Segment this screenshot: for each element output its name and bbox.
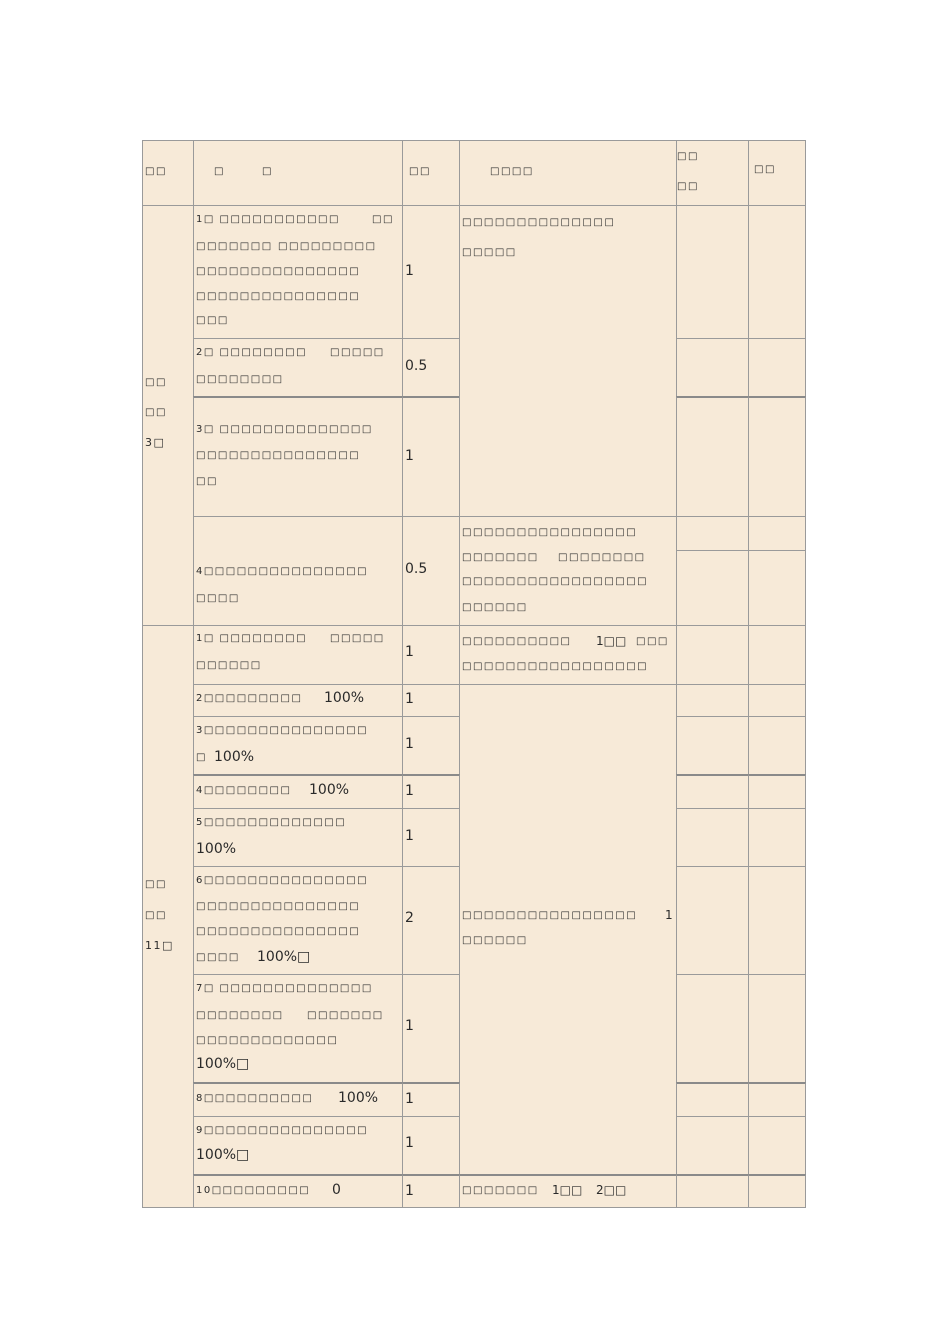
section1-item-4 (193, 516, 403, 626)
standard-number: 1 (665, 908, 673, 922)
section2-deduction-8 (676, 1082, 749, 1117)
section1-score-2 (402, 338, 460, 397)
section2-score-7 (402, 974, 460, 1083)
section1-deduction-1 (676, 205, 749, 339)
score-value: 1 (405, 691, 414, 707)
section2-item-2 (193, 684, 403, 717)
section1-deduction-4a (676, 516, 749, 551)
section2-score-3 (402, 716, 460, 775)
header-remark-label: □□ (754, 164, 776, 175)
section1-title-a: □□ (145, 377, 167, 388)
standard-text-line: □□□□□□□ (462, 552, 539, 563)
section2-standard-2 (459, 684, 677, 1175)
score-value: 1 (405, 736, 414, 752)
header-cell-deduction (676, 140, 749, 206)
item-text-line: 1□ □□□□□□□□□□□ (196, 214, 340, 225)
section2-remark-2 (748, 684, 806, 717)
header-category-label: □□ (145, 166, 167, 177)
item-text-line: □□□□□ (330, 347, 385, 358)
section2-deduction-4 (676, 774, 749, 809)
section2-deduction-5 (676, 808, 749, 867)
item-text-line: □□ (372, 214, 394, 225)
item-text-line: □□□□ (196, 952, 240, 963)
item-number: 100% (196, 841, 237, 857)
section1-item-3 (193, 396, 403, 517)
section2-item-4 (193, 774, 403, 809)
section2-item-8 (193, 1082, 403, 1117)
section1-remark-4a (748, 516, 806, 551)
header-cell-standard (459, 140, 677, 206)
standard-text-line: □□□□□□□□ (558, 552, 646, 563)
score-value: 2 (405, 910, 414, 926)
standard-number: 1□□ (552, 1183, 583, 1197)
item-number: 100%□ (196, 1056, 250, 1072)
standard-number: 1□□ (596, 634, 627, 648)
section2-deduction-2 (676, 684, 749, 717)
section2-score-4 (402, 774, 460, 809)
section2-remark-4 (748, 774, 806, 809)
score-value: 1 (405, 828, 414, 844)
item-number: 100%□ (196, 1147, 250, 1163)
item-text-line: □□□□□□□□□□□□□□□ (196, 266, 361, 277)
item-text-line: 9□□□□□□□□□□□□□□□ (196, 1125, 369, 1136)
section1-score-1 (402, 205, 460, 339)
section2-title-a: □□ (145, 879, 167, 890)
item-text-line: □□□□□□□□ (196, 374, 284, 385)
item-number: 100% (214, 749, 255, 765)
standard-text-line: □□□□□□□□□□□□□□□□□ (462, 576, 649, 587)
item-number: 100% (324, 690, 365, 706)
standard-text-line: □□□ (636, 636, 669, 647)
section2-standard-1 (459, 625, 677, 685)
section2-remark-9 (748, 1116, 806, 1175)
header-cell-item (193, 140, 403, 206)
item-text-line: □□□□□□□□□□□□□ (196, 1035, 339, 1046)
item-text-line: □□□ (196, 315, 229, 326)
item-text-line: 4□□□□□□□□ (196, 785, 292, 796)
standard-text-line: □□□□□□□□□□□□□□□□ (462, 910, 638, 921)
standard-number: 2□□ (596, 1183, 627, 1197)
item-number: 100%□ (257, 949, 311, 965)
standard-text-line: □□□□□ (462, 247, 517, 258)
item-text-line: □□□□ (196, 593, 240, 604)
item-text-line: 4□□□□□□□□□□□□□□□ (196, 566, 369, 577)
header-deduction-label-b: □□ (677, 181, 699, 192)
item-text-line: 2□ □□□□□□□□ (196, 347, 308, 358)
item-text-line: □□□□□ (330, 633, 385, 644)
standard-text-line: □□□□□□□□□□□□□□□□ (462, 527, 638, 538)
section2-remark-7 (748, 974, 806, 1083)
section1-score-4 (402, 516, 460, 626)
item-number: 100% (309, 782, 350, 798)
section1-item-1 (193, 205, 403, 339)
score-value: 1 (405, 263, 414, 279)
score-value: 1 (405, 783, 414, 799)
standard-text-line: □□□□□□□ (462, 1185, 539, 1196)
section1-deduction-3 (676, 396, 749, 517)
section2-score-2 (402, 684, 460, 717)
section2-remark-1 (748, 625, 806, 685)
section2-deduction-10 (676, 1174, 749, 1208)
section1-remark-2 (748, 338, 806, 397)
score-value: 1 (405, 448, 414, 464)
header-cell-remark (748, 140, 806, 206)
score-value: 1 (405, 644, 414, 660)
item-text-line: □□□□□□□□□□□□□□□ (196, 450, 361, 461)
section2-remark-10 (748, 1174, 806, 1208)
section2-deduction-7 (676, 974, 749, 1083)
score-value: 1 (405, 1135, 414, 1151)
header-cell-category (142, 140, 194, 206)
item-text-line: □□□□□□□□□□□□□□□ (196, 926, 361, 937)
score-value: 0.5 (405, 358, 428, 374)
section2-score-9 (402, 1116, 460, 1175)
standard-text-line: □□□□□□□□□□ (462, 636, 572, 647)
section2-item-3 (193, 716, 403, 775)
section1-remark-4b (748, 550, 806, 626)
section2-remark-3 (748, 716, 806, 775)
section1-standard-1 (459, 205, 677, 517)
header-item-label-a: □ (214, 166, 225, 177)
section2-score-10 (402, 1174, 460, 1208)
standard-text-line: □□□□□□ (462, 602, 528, 613)
header-deduction-label-a: □□ (677, 151, 699, 162)
standard-text-line: □□□□□□ (462, 935, 528, 946)
section2-score-5 (402, 808, 460, 867)
section2-deduction-6 (676, 866, 749, 975)
item-text-line: 2□□□□□□□□□ (196, 693, 303, 704)
section2-score-1 (402, 625, 460, 685)
section1-standard-2 (459, 516, 677, 626)
item-text-line: □□□□□□□ (196, 241, 273, 252)
section1-item-2 (193, 338, 403, 397)
section1-remark-1 (748, 205, 806, 339)
section1-remark-3 (748, 396, 806, 517)
item-text-line: □ (196, 752, 207, 763)
item-text-line: 1□ □□□□□□□□ (196, 633, 308, 644)
item-number: 0 (332, 1182, 341, 1198)
section2-standard-3 (459, 1174, 677, 1208)
section1-deduction-2 (676, 338, 749, 397)
section1-score-3 (402, 396, 460, 517)
item-text-line: □□□□□□□□□□□□□□□ (196, 291, 361, 302)
item-text-line: □□□□□□□□□ (278, 241, 377, 252)
score-value: 0.5 (405, 561, 428, 577)
section1-title-c: 3□ (145, 436, 166, 449)
section2-item-1 (193, 625, 403, 685)
section2-item-6 (193, 866, 403, 975)
section2-item-7 (193, 974, 403, 1083)
section2-score-6 (402, 866, 460, 975)
section2-title-b: □□ (145, 910, 167, 921)
item-text-line: 3□ □□□□□□□□□□□□□□ (196, 424, 373, 435)
section2-item-5 (193, 808, 403, 867)
section2-remark-6 (748, 866, 806, 975)
item-text-line: 10□□□□□□□□□ (196, 1185, 311, 1196)
section1-deduction-4b (676, 550, 749, 626)
header-cell-score (402, 140, 460, 206)
item-text-line: □□□□□□ (196, 660, 262, 671)
section2-deduction-1 (676, 625, 749, 685)
section2-item-10 (193, 1174, 403, 1208)
item-text-line: □□□□□□□□□□□□□□□ (196, 901, 361, 912)
section2-score-8 (402, 1082, 460, 1117)
header-item-label-b: □ (262, 166, 273, 177)
item-text-line: 3□□□□□□□□□□□□□□□ (196, 725, 369, 736)
section2-deduction-9 (676, 1116, 749, 1175)
score-value: 1 (405, 1183, 414, 1199)
item-text-line: □□□□□□□ (307, 1010, 384, 1021)
section2-category-cell (142, 625, 194, 1208)
standard-text-line: □□□□□□□□□□□□□□ (462, 217, 616, 228)
item-text-line: □□ (196, 476, 218, 487)
section2-remark-5 (748, 808, 806, 867)
header-score-label: □□ (409, 166, 431, 177)
section1-category-cell (142, 205, 194, 626)
section2-deduction-3 (676, 716, 749, 775)
section2-remark-8 (748, 1082, 806, 1117)
item-text-line: 6□□□□□□□□□□□□□□□ (196, 875, 369, 886)
standard-text-line: □□□□□□□□□□□□□□□□□ (462, 661, 649, 672)
item-text-line: 7□ □□□□□□□□□□□□□□ (196, 983, 373, 994)
header-standard-label: □□□□ (490, 166, 534, 177)
item-text-line: 5□□□□□□□□□□□□□ (196, 817, 347, 828)
item-number: 100% (338, 1090, 379, 1106)
section2-title-c: 11□ (145, 939, 174, 952)
section1-title-b: □□ (145, 407, 167, 418)
item-text-line: 8□□□□□□□□□□ (196, 1093, 314, 1104)
score-value: 1 (405, 1018, 414, 1034)
item-text-line: □□□□□□□□ (196, 1010, 284, 1021)
section2-item-9 (193, 1116, 403, 1175)
score-value: 1 (405, 1091, 414, 1107)
